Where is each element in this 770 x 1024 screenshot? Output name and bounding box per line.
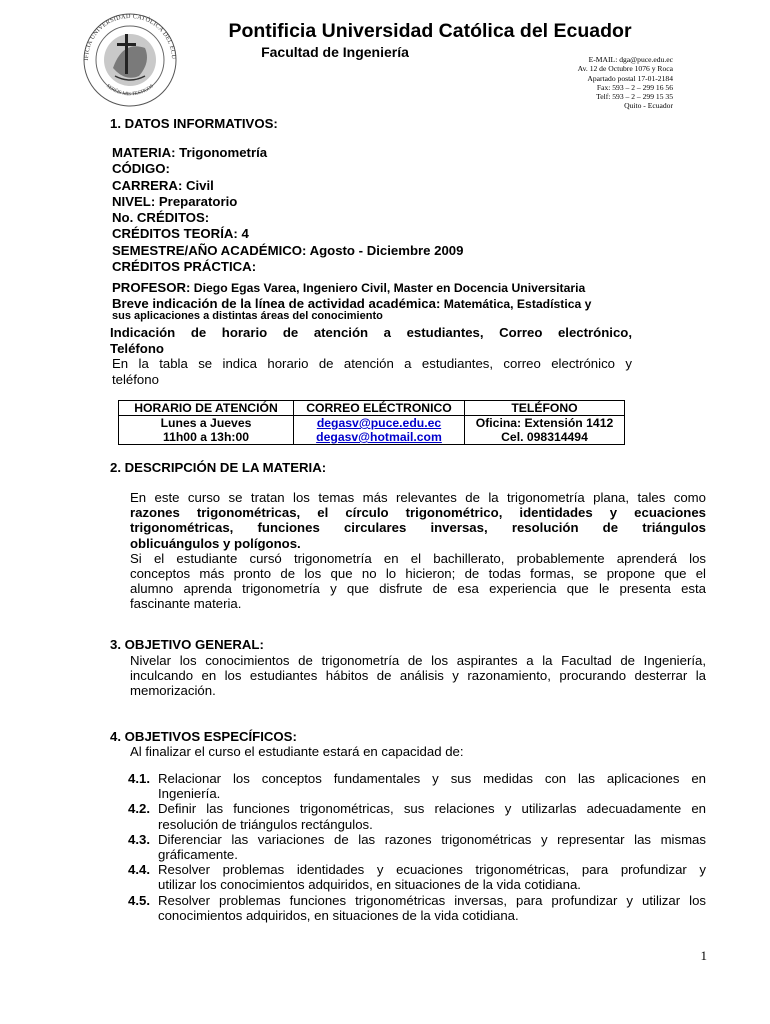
list-item <box>128 893 706 923</box>
table-intro <box>112 356 632 387</box>
item-number: 4.4. <box>128 862 150 878</box>
desc-line-5: Si el estudiante cursó trigonometría en el bachillerato, probablemente aprenderá los <box>130 550 706 566</box>
section-4-heading: 4. OBJETIVOS ESPECÍFICOS: <box>110 729 297 744</box>
field-semestre: SEMESTRE/AÑO ACADÉMICO: Agosto - Diciembre 2009 <box>112 242 464 258</box>
list-item <box>128 862 706 892</box>
field-creditos-practica: CRÉDITOS PRÁCTICA: <box>112 259 257 275</box>
section-4-intro: Al finalizar el curso el estudiante estará en capacidad de: <box>130 744 464 759</box>
indicacion-line-2: Teléfono <box>110 341 164 356</box>
desc-line-8: fascinante materia. <box>130 596 242 612</box>
item-line-1: Definir las funciones trigonométricas, sus relaciones y utilizarlas adecuadamente en <box>158 801 706 817</box>
linea-actividad-label: Breve indicación de la línea de actividad académica: <box>112 296 441 311</box>
table-intro-line-1: En la tabla se indica horario de atención a estudiantes, correo electrónico y <box>112 356 632 371</box>
field-carrera: CARRERA: Civil <box>112 177 214 193</box>
item-line-1: Resolver problemas funciones trigonométricas inversas, para profundizar y utilizar los <box>158 892 706 908</box>
objetivo-line-1: Nivelar los conocimientos de trigonometría de los aspirantes a la Facultad de Ingeniería, <box>130 653 706 668</box>
item-number: 4.5. <box>128 892 150 908</box>
list-item <box>128 801 706 831</box>
section-1-heading: 1. DATOS INFORMATIVOS: <box>110 116 278 131</box>
cell-telefono-2: Cel. 098314494 <box>465 430 625 445</box>
table-intro-line-2: teléfono <box>112 371 159 387</box>
section-3-body <box>130 653 706 699</box>
item-line-2: resolución de triángulos rectángulos. <box>158 816 373 832</box>
field-indicacion <box>110 325 632 357</box>
section-2-body <box>130 490 706 612</box>
field-codigo: CÓDIGO: <box>112 161 170 177</box>
contact-po-box: Apartado postal 17-01-2184 <box>587 73 673 83</box>
contact-block <box>578 55 673 111</box>
list-item <box>128 771 706 801</box>
svg-text:PONTIFICIA UNIVERSIDAD CATÓLIC: IFICIA UNIVERSIDAD CATÓLICA DEL ECU <box>82 12 178 61</box>
header-correo: CORREO ELÉCTRONICO <box>294 401 465 416</box>
objetivo-line-3: memorización. <box>130 683 216 699</box>
item-line-2: conocimientos adquiridos, en situaciones de la vida cotidiana. <box>158 907 519 923</box>
item-line-2: gráficamente. <box>158 847 238 863</box>
item-number: 4.2. <box>128 801 150 817</box>
linea-actividad-value-2: sus aplicaciones a distintas áreas del conocimiento <box>112 310 383 322</box>
field-nivel: NIVEL: Preparatorio <box>112 193 238 209</box>
cell-telefono-1: Oficina: Extensión 1412 <box>465 416 625 431</box>
faculty-name: Facultad de Ingeniería <box>261 44 409 60</box>
contact-fax: Fax: 593 – 2 – 299 16 56 <box>596 82 673 92</box>
contact-hours-table <box>118 400 625 445</box>
page-number: 1 <box>700 948 707 963</box>
profesor-value: Diego Egas Varea, Ingeniero Civil, Master en Docencia Universitaria <box>190 281 586 295</box>
svg-text:SERÉIS MIS TESTIGOS: SERÉIS MIS TESTIGOS <box>105 83 155 98</box>
profesor-label: PROFESOR: <box>112 280 191 295</box>
contact-address: Av. 12 de Octubre 1076 y Roca <box>577 64 673 74</box>
field-creditos-teoria: CRÉDITOS TEORÍA: 4 <box>112 226 249 242</box>
field-materia: MATERIA: Trigonometría <box>112 145 268 160</box>
desc-line-4: oblicuángulos y polígonos. <box>130 535 301 551</box>
item-number: 4.1. <box>128 771 150 786</box>
cell-horario-1: Lunes a Jueves <box>119 416 294 431</box>
specific-objectives-list <box>128 771 706 923</box>
list-item <box>128 832 706 862</box>
item-line-1: Diferenciar las variaciones de las razones trigonométricas y representar las mismas <box>158 831 706 847</box>
university-seal <box>75 10 185 110</box>
header-telefono: TELÉFONO <box>465 401 625 416</box>
desc-line-1: En este curso se tratan los temas más relevantes de la trigonometría plana, tales como <box>130 490 706 505</box>
table-row <box>119 416 625 431</box>
university-name: Pontificia Universidad Católica del Ecuador <box>228 20 632 42</box>
desc-line-6: conceptos más pronto de los que no lo hicieron; de todas formas, se propone que el <box>130 566 706 582</box>
table-header-row <box>119 401 625 416</box>
item-line-1: Relacionar los conceptos fundamentales y sus medidas con las aplicaciones en <box>158 771 706 786</box>
item-line-2: utilizar los conocimientos adquiridos, en situaciones de la vida cotidiana. <box>158 877 581 893</box>
field-creditos: No. CRÉDITOS: <box>112 210 210 226</box>
objetivo-line-2: inculcando en los estudiantes hábitos de análisis y razonamiento, procurando desterrar la <box>130 668 706 684</box>
indicacion-line-1: Indicación de horario de atención a estudiantes, Correo electrónico, <box>110 325 632 340</box>
table-row <box>119 430 625 445</box>
cell-horario-2: 11h00 a 13h:00 <box>119 430 294 445</box>
header-horario: HORARIO DE ATENCIÓN <box>119 401 294 416</box>
contact-city: Quito - Ecuador <box>624 101 673 111</box>
item-line-1: Resolver problemas identidades y ecuaciones trigonométricas, para profundizar y <box>158 862 706 878</box>
email-link-hotmail[interactable]: degasv@hotmail.com <box>316 430 442 444</box>
course-info-list <box>112 145 463 275</box>
linea-actividad-value-1: Matemática, Estadística y <box>440 297 592 311</box>
contact-email: E-MAIL: dga@puce.edu.ec <box>588 55 673 64</box>
desc-line-2: razones trigonométricas, el círculo trigonométrico, identidades y ecuaciones <box>130 505 706 521</box>
contact-phone: Telf: 593 – 2 – 299 15 35 <box>596 92 673 102</box>
item-line-2: Ingeniería. <box>158 786 221 802</box>
email-link-puce[interactable]: degasv@puce.edu.ec <box>316 416 442 430</box>
desc-line-7: alumno aprenda trigonometría y que disfrute de esa experiencia que le presenta esta <box>130 581 706 597</box>
section-2-heading: 2. DESCRIPCIÓN DE LA MATERIA: <box>110 460 327 475</box>
section-3-heading: 3. OBJETIVO GENERAL: <box>110 637 264 652</box>
desc-line-3: trigonométricas, funciones circulares inversas, resolución de triángulos <box>130 520 706 536</box>
item-number: 4.3. <box>128 831 150 847</box>
